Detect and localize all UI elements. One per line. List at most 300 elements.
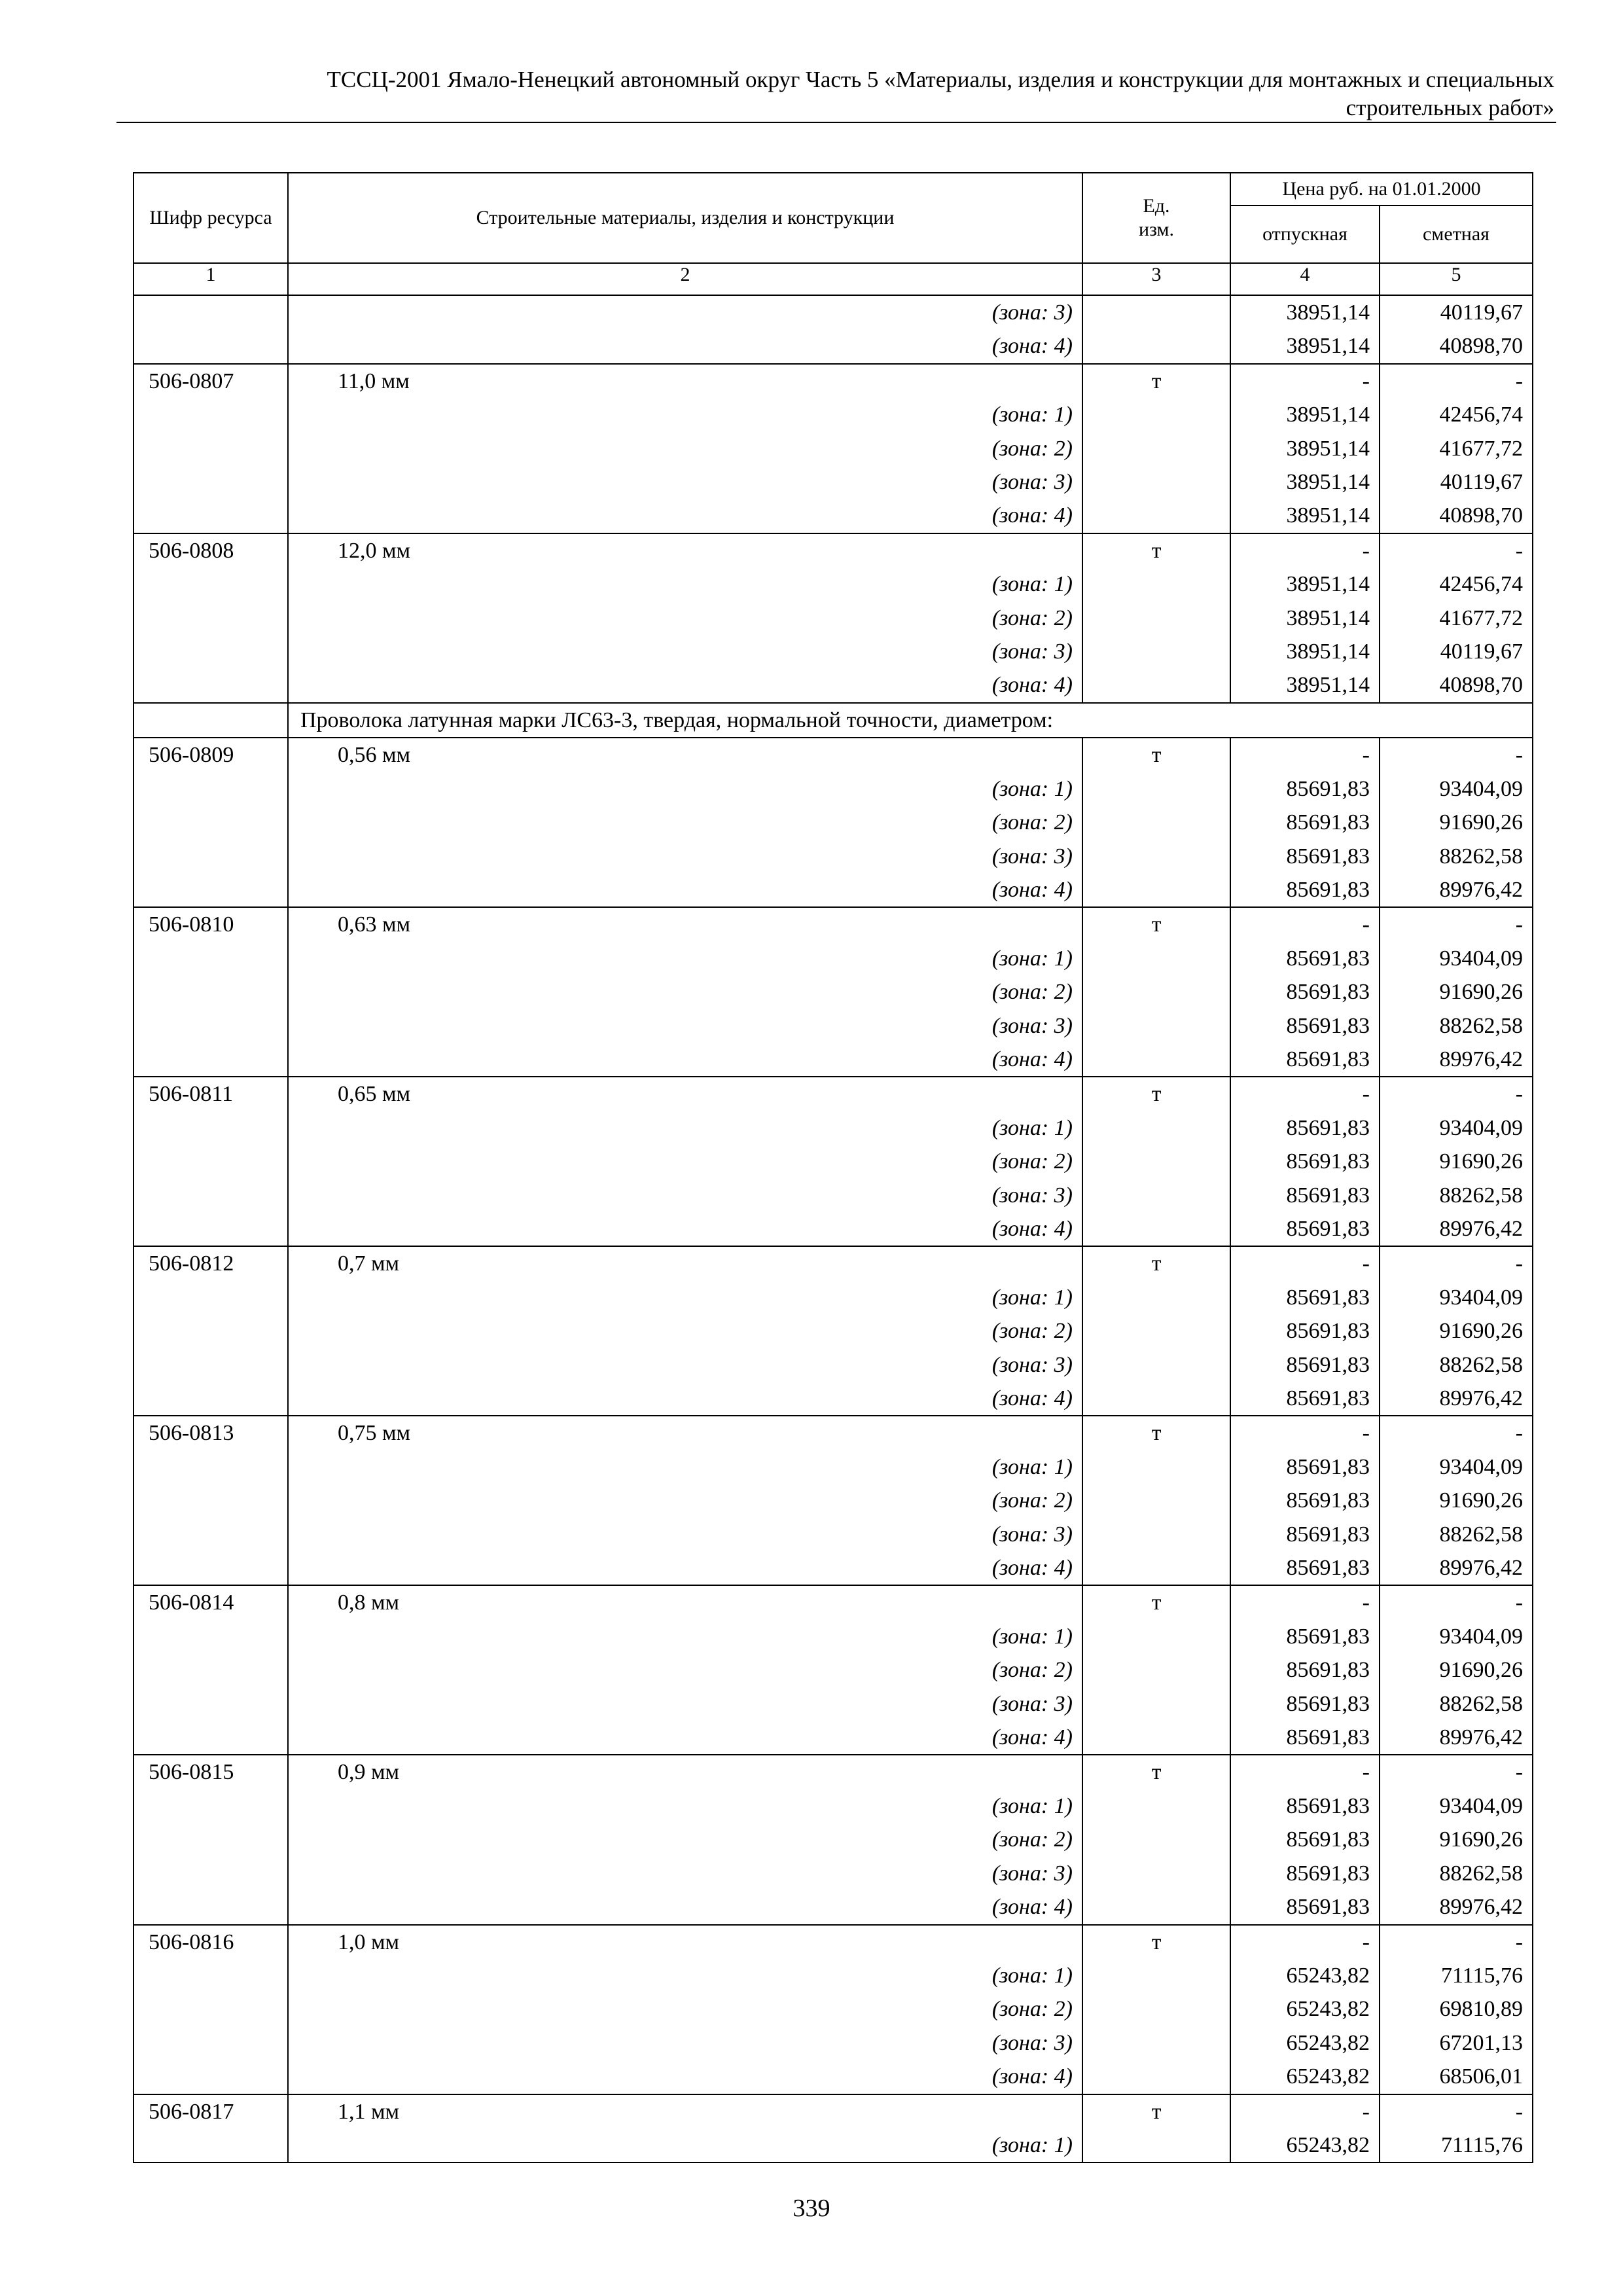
code-cell: [134, 601, 288, 635]
release-price: 38951,14: [1230, 567, 1380, 601]
release-price: 85691,83: [1230, 806, 1380, 839]
estimate-price: 88262,58: [1380, 1348, 1533, 1382]
zone-label: (зона: 1): [288, 1620, 1082, 1653]
release-price: 38951,14: [1230, 465, 1380, 499]
unit-cell: [1082, 2060, 1230, 2094]
unit-cell: [1082, 295, 1230, 329]
zone-label: (зона: 2): [288, 1992, 1082, 2026]
zone-row: [134, 1382, 1533, 1416]
column-number: 5: [1380, 263, 1533, 295]
unit-cell: т: [1082, 2094, 1230, 2128]
item-name: 0,56 мм: [288, 738, 1082, 772]
estimate-price: 91690,26: [1380, 1314, 1533, 1348]
code-cell: [134, 2060, 288, 2094]
zone-row: [134, 668, 1533, 702]
code-cell: [134, 329, 288, 363]
estimate-price: 93404,09: [1380, 1620, 1533, 1653]
page-header: [118, 65, 1554, 122]
estimate-price: 91690,26: [1380, 1484, 1533, 1517]
unit-cell: [1082, 432, 1230, 465]
estimate-price: -: [1380, 2094, 1533, 2128]
release-price: -: [1230, 1416, 1380, 1450]
zone-label: (зона: 3): [288, 1179, 1082, 1212]
unit-cell: [1082, 499, 1230, 533]
item-row: [134, 1416, 1533, 1450]
zone-label: (зона: 1): [288, 1450, 1082, 1484]
estimate-price: -: [1380, 364, 1533, 398]
table-body: [134, 295, 1533, 2162]
group-heading-row: [134, 703, 1533, 738]
release-price: 85691,83: [1230, 1212, 1380, 1246]
zone-label: (зона: 4): [288, 668, 1082, 702]
zone-row: [134, 1484, 1533, 1517]
zone-row: [134, 975, 1533, 1009]
code-cell: [134, 1890, 288, 1924]
zone-row: [134, 772, 1533, 806]
code-cell: [134, 703, 288, 738]
release-price: -: [1230, 1077, 1380, 1111]
estimate-price: 89976,42: [1380, 1890, 1533, 1924]
zone-row: [134, 567, 1533, 601]
item-name: 0,8 мм: [288, 1585, 1082, 1619]
zone-label: (зона: 2): [288, 432, 1082, 465]
price-table: [133, 172, 1533, 2163]
estimate-price: 68506,01: [1380, 2060, 1533, 2094]
column-number: 1: [134, 263, 288, 295]
zone-row: [134, 873, 1533, 907]
column-number: 4: [1230, 263, 1380, 295]
zone-label: (зона: 4): [288, 2060, 1082, 2094]
zone-row: [134, 1823, 1533, 1856]
estimate-price: 91690,26: [1380, 1145, 1533, 1178]
estimate-price: 93404,09: [1380, 1111, 1533, 1145]
release-price: 85691,83: [1230, 1450, 1380, 1484]
release-price: 38951,14: [1230, 499, 1380, 533]
resource-code: 506-0814: [134, 1585, 288, 1619]
zone-label: (зона: 1): [288, 1789, 1082, 1823]
code-cell: [134, 668, 288, 702]
item-row: [134, 1246, 1533, 1280]
estimate-price: -: [1380, 738, 1533, 772]
item-name: 0,65 мм: [288, 1077, 1082, 1111]
zone-label: (зона: 3): [288, 1857, 1082, 1890]
release-price: 85691,83: [1230, 1111, 1380, 1145]
zone-row: [134, 1721, 1533, 1755]
release-price: 65243,82: [1230, 1959, 1380, 1992]
release-price: -: [1230, 738, 1380, 772]
item-name: 0,63 мм: [288, 907, 1082, 941]
estimate-price: 88262,58: [1380, 1857, 1533, 1890]
zone-row: [134, 465, 1533, 499]
code-cell: [134, 2128, 288, 2162]
release-price: 65243,82: [1230, 2128, 1380, 2162]
zone-label: (зона: 3): [288, 1518, 1082, 1551]
zone-label: (зона: 3): [288, 635, 1082, 668]
release-price: 38951,14: [1230, 329, 1380, 363]
code-cell: [134, 1382, 288, 1416]
column-number: 3: [1082, 263, 1230, 295]
unit-cell: [1082, 772, 1230, 806]
release-price: 85691,83: [1230, 942, 1380, 975]
estimate-price: 91690,26: [1380, 1823, 1533, 1856]
zone-row: [134, 1179, 1533, 1212]
unit-cell: [1082, 1450, 1230, 1484]
release-price: -: [1230, 533, 1380, 567]
item-row: [134, 2094, 1533, 2128]
release-price: 85691,83: [1230, 1857, 1380, 1890]
header-line-1: ТССЦ-2001 Ямало-Ненецкий автономный округ Часть 5 «Материалы, изделия и конструкции для монтажных и специальных: [327, 67, 1554, 92]
zone-row: [134, 635, 1533, 668]
unit-cell: [1082, 1111, 1230, 1145]
estimate-price: 71115,76: [1380, 1959, 1533, 1992]
zone-row: [134, 1890, 1533, 1924]
release-price: 38951,14: [1230, 635, 1380, 668]
unit-cell: [1082, 975, 1230, 1009]
unit-cell: т: [1082, 738, 1230, 772]
item-row: [134, 1755, 1533, 1789]
estimate-price: 93404,09: [1380, 1281, 1533, 1314]
zone-row: [134, 806, 1533, 839]
zone-row: [134, 398, 1533, 431]
item-row: [134, 1925, 1533, 1959]
estimate-price: -: [1380, 1925, 1533, 1959]
code-cell: [134, 398, 288, 431]
code-cell: [134, 1653, 288, 1687]
release-price: 65243,82: [1230, 2060, 1380, 2094]
zone-row: [134, 1145, 1533, 1178]
release-price: 85691,83: [1230, 1484, 1380, 1517]
unit-cell: [1082, 668, 1230, 702]
release-price: 85691,83: [1230, 1721, 1380, 1755]
code-cell: [134, 1959, 288, 1992]
zone-label: (зона: 2): [288, 1823, 1082, 1856]
zone-label: (зона: 2): [288, 1145, 1082, 1178]
code-cell: [134, 1212, 288, 1246]
zone-row: [134, 1314, 1533, 1348]
unit-cell: [1082, 1382, 1230, 1416]
unit-cell: [1082, 329, 1230, 363]
item-name: 1,0 мм: [288, 1925, 1082, 1959]
zone-row: [134, 1450, 1533, 1484]
release-price: 85691,83: [1230, 1551, 1380, 1585]
resource-code: 506-0809: [134, 738, 288, 772]
zone-row: [134, 1009, 1533, 1043]
zone-label: (зона: 4): [288, 499, 1082, 533]
zone-row: [134, 1281, 1533, 1314]
zone-label: (зона: 3): [288, 2026, 1082, 2060]
zone-label: (зона: 4): [288, 1721, 1082, 1755]
zone-row: [134, 1992, 1533, 2026]
release-price: 38951,14: [1230, 398, 1380, 431]
unit-cell: [1082, 601, 1230, 635]
resource-code: 506-0811: [134, 1077, 288, 1111]
header-rule: [116, 122, 1556, 123]
estimate-price: 41677,72: [1380, 601, 1533, 635]
resource-code: 506-0813: [134, 1416, 288, 1450]
code-cell: [134, 1314, 288, 1348]
resource-code: 506-0816: [134, 1925, 288, 1959]
code-cell: [134, 499, 288, 533]
release-price: -: [1230, 1246, 1380, 1280]
zone-row: [134, 499, 1533, 533]
estimate-price: 89976,42: [1380, 1212, 1533, 1246]
zone-row: [134, 432, 1533, 465]
item-name: 0,9 мм: [288, 1755, 1082, 1789]
release-price: 85691,83: [1230, 1145, 1380, 1178]
code-cell: [134, 465, 288, 499]
unit-cell: [1082, 1857, 1230, 1890]
estimate-price: 40898,70: [1380, 499, 1533, 533]
unit-cell: [1082, 465, 1230, 499]
zone-label: (зона: 1): [288, 772, 1082, 806]
unit-cell: [1082, 1281, 1230, 1314]
zone-row: [134, 1043, 1533, 1077]
unit-cell: [1082, 398, 1230, 431]
item-name: 0,7 мм: [288, 1246, 1082, 1280]
code-cell: [134, 1450, 288, 1484]
zone-label: (зона: 2): [288, 1314, 1082, 1348]
zone-row: [134, 329, 1533, 363]
unit-cell: т: [1082, 364, 1230, 398]
unit-cell: [1082, 1653, 1230, 1687]
zone-row: [134, 1857, 1533, 1890]
zone-row: [134, 2128, 1533, 2162]
zone-label: (зона: 3): [288, 1348, 1082, 1382]
zone-label: (зона: 3): [288, 1687, 1082, 1721]
code-cell: [134, 432, 288, 465]
zone-label: (зона: 4): [288, 1890, 1082, 1924]
unit-cell: [1082, 1823, 1230, 1856]
unit-cell: [1082, 1890, 1230, 1924]
unit-cell: [1082, 840, 1230, 873]
group-heading: Проволока латунная марки ЛС63-3, твердая, нормальной точности, диаметром:: [288, 703, 1533, 738]
item-name: 11,0 мм: [288, 364, 1082, 398]
release-price: 85691,83: [1230, 1687, 1380, 1721]
release-price: 85691,83: [1230, 1043, 1380, 1077]
unit-cell: [1082, 942, 1230, 975]
zone-row: [134, 1111, 1533, 1145]
estimate-price: 93404,09: [1380, 1450, 1533, 1484]
unit-cell: т: [1082, 1077, 1230, 1111]
estimate-price: 69810,89: [1380, 1992, 1533, 2026]
column-number: 2: [288, 263, 1082, 295]
unit-cell: т: [1082, 1755, 1230, 1789]
unit-cell: [1082, 1992, 1230, 2026]
zone-row: [134, 840, 1533, 873]
release-price: 85691,83: [1230, 772, 1380, 806]
estimate-price: -: [1380, 1585, 1533, 1619]
release-price: 85691,83: [1230, 975, 1380, 1009]
zone-row: [134, 295, 1533, 329]
header-line-2: строительных работ»: [1346, 95, 1554, 120]
release-price: 85691,83: [1230, 873, 1380, 907]
zone-label: (зона: 1): [288, 1959, 1082, 1992]
code-cell: [134, 2026, 288, 2060]
code-cell: [134, 1992, 288, 2026]
estimate-price: 91690,26: [1380, 1653, 1533, 1687]
release-price: 85691,83: [1230, 840, 1380, 873]
zone-label: (зона: 2): [288, 1653, 1082, 1687]
unit-cell: [1082, 1314, 1230, 1348]
estimate-price: 40119,67: [1380, 465, 1533, 499]
unit-cell: [1082, 1212, 1230, 1246]
code-cell: [134, 1857, 288, 1890]
estimate-price: 89976,42: [1380, 873, 1533, 907]
zone-label: (зона: 4): [288, 329, 1082, 363]
resource-code: 506-0812: [134, 1246, 288, 1280]
release-price: 85691,83: [1230, 1789, 1380, 1823]
release-price: 85691,83: [1230, 1518, 1380, 1551]
item-row: [134, 364, 1533, 398]
zone-label: (зона: 3): [288, 1009, 1082, 1043]
estimate-price: 40898,70: [1380, 329, 1533, 363]
col-header-estimate: сметная: [1380, 206, 1533, 263]
estimate-price: 40119,67: [1380, 295, 1533, 329]
estimate-price: 93404,09: [1380, 772, 1533, 806]
zone-label: (зона: 1): [288, 942, 1082, 975]
zone-label: (зона: 4): [288, 1551, 1082, 1585]
item-row: [134, 1585, 1533, 1619]
zone-row: [134, 1212, 1533, 1246]
page-number: 339: [793, 2195, 830, 2222]
item-row: [134, 738, 1533, 772]
col-header-name: Строительные материалы, изделия и конструкции: [288, 173, 1082, 263]
estimate-price: 89976,42: [1380, 1721, 1533, 1755]
zone-label: (зона: 1): [288, 398, 1082, 431]
resource-code: 506-0807: [134, 364, 288, 398]
release-price: -: [1230, 1585, 1380, 1619]
unit-cell: [1082, 2128, 1230, 2162]
zone-label: (зона: 2): [288, 601, 1082, 635]
zone-label: (зона: 1): [288, 1111, 1082, 1145]
zone-label: (зона: 1): [288, 2128, 1082, 2162]
estimate-price: 88262,58: [1380, 1179, 1533, 1212]
zone-row: [134, 942, 1533, 975]
estimate-price: 89976,42: [1380, 1382, 1533, 1416]
unit-cell: [1082, 873, 1230, 907]
unit-cell: [1082, 806, 1230, 839]
unit-cell: [1082, 1348, 1230, 1382]
release-price: 65243,82: [1230, 2026, 1380, 2060]
zone-label: (зона: 2): [288, 975, 1082, 1009]
zone-row: [134, 1687, 1533, 1721]
zone-label: (зона: 3): [288, 295, 1082, 329]
release-price: -: [1230, 2094, 1380, 2128]
zone-label: (зона: 4): [288, 873, 1082, 907]
release-price: 38951,14: [1230, 295, 1380, 329]
zone-row: [134, 1348, 1533, 1382]
item-name: 1,1 мм: [288, 2094, 1082, 2128]
code-cell: [134, 1111, 288, 1145]
table-head: [134, 173, 1533, 295]
unit-cell: [1082, 1518, 1230, 1551]
unit-cell: [1082, 1145, 1230, 1178]
zone-row: [134, 1518, 1533, 1551]
zone-label: (зона: 2): [288, 1484, 1082, 1517]
code-cell: [134, 806, 288, 839]
estimate-price: 40119,67: [1380, 635, 1533, 668]
code-cell: [134, 1484, 288, 1517]
release-price: 85691,83: [1230, 1281, 1380, 1314]
code-cell: [134, 1687, 288, 1721]
release-price: 85691,83: [1230, 1314, 1380, 1348]
release-price: 85691,83: [1230, 1890, 1380, 1924]
unit-cell: т: [1082, 907, 1230, 941]
zone-label: (зона: 1): [288, 1281, 1082, 1314]
item-name: 0,75 мм: [288, 1416, 1082, 1450]
estimate-price: 41677,72: [1380, 432, 1533, 465]
estimate-price: -: [1380, 1246, 1533, 1280]
estimate-price: 42456,74: [1380, 567, 1533, 601]
item-row: [134, 533, 1533, 567]
code-cell: [134, 1789, 288, 1823]
item-row: [134, 1077, 1533, 1111]
estimate-price: -: [1380, 1416, 1533, 1450]
estimate-price: -: [1380, 1077, 1533, 1111]
code-cell: [134, 1281, 288, 1314]
estimate-price: 88262,58: [1380, 840, 1533, 873]
release-price: 85691,83: [1230, 1382, 1380, 1416]
estimate-price: 89976,42: [1380, 1043, 1533, 1077]
code-cell: [134, 1518, 288, 1551]
code-cell: [134, 1043, 288, 1077]
code-cell: [134, 295, 288, 329]
release-price: 38951,14: [1230, 668, 1380, 702]
zone-label: (зона: 4): [288, 1382, 1082, 1416]
release-price: -: [1230, 1755, 1380, 1789]
release-price: 85691,83: [1230, 1653, 1380, 1687]
unit-cell: [1082, 1484, 1230, 1517]
unit-cell: [1082, 1009, 1230, 1043]
estimate-price: 88262,58: [1380, 1687, 1533, 1721]
estimate-price: 88262,58: [1380, 1518, 1533, 1551]
zone-label: (зона: 3): [288, 840, 1082, 873]
zone-row: [134, 1959, 1533, 1992]
estimate-price: 91690,26: [1380, 806, 1533, 839]
release-price: 85691,83: [1230, 1348, 1380, 1382]
item-name: 12,0 мм: [288, 533, 1082, 567]
column-number-row: [134, 263, 1533, 295]
release-price: 38951,14: [1230, 601, 1380, 635]
col-header-release: отпускная: [1230, 206, 1380, 263]
code-cell: [134, 975, 288, 1009]
release-price: -: [1230, 1925, 1380, 1959]
unit-cell: [1082, 1789, 1230, 1823]
zone-row: [134, 1653, 1533, 1687]
zone-row: [134, 2060, 1533, 2094]
code-cell: [134, 873, 288, 907]
estimate-price: 93404,09: [1380, 1789, 1533, 1823]
zone-row: [134, 1620, 1533, 1653]
estimate-price: 91690,26: [1380, 975, 1533, 1009]
resource-code: 506-0810: [134, 907, 288, 941]
unit-cell: [1082, 1687, 1230, 1721]
unit-cell: т: [1082, 1416, 1230, 1450]
estimate-price: -: [1380, 533, 1533, 567]
code-cell: [134, 772, 288, 806]
estimate-price: 67201,13: [1380, 2026, 1533, 2060]
release-price: -: [1230, 364, 1380, 398]
resource-code: 506-0817: [134, 2094, 288, 2128]
code-cell: [134, 1179, 288, 1212]
code-cell: [134, 1145, 288, 1178]
unit-cell: т: [1082, 1246, 1230, 1280]
code-cell: [134, 635, 288, 668]
release-price: 85691,83: [1230, 1620, 1380, 1653]
zone-row: [134, 2026, 1533, 2060]
code-cell: [134, 567, 288, 601]
item-row: [134, 907, 1533, 941]
